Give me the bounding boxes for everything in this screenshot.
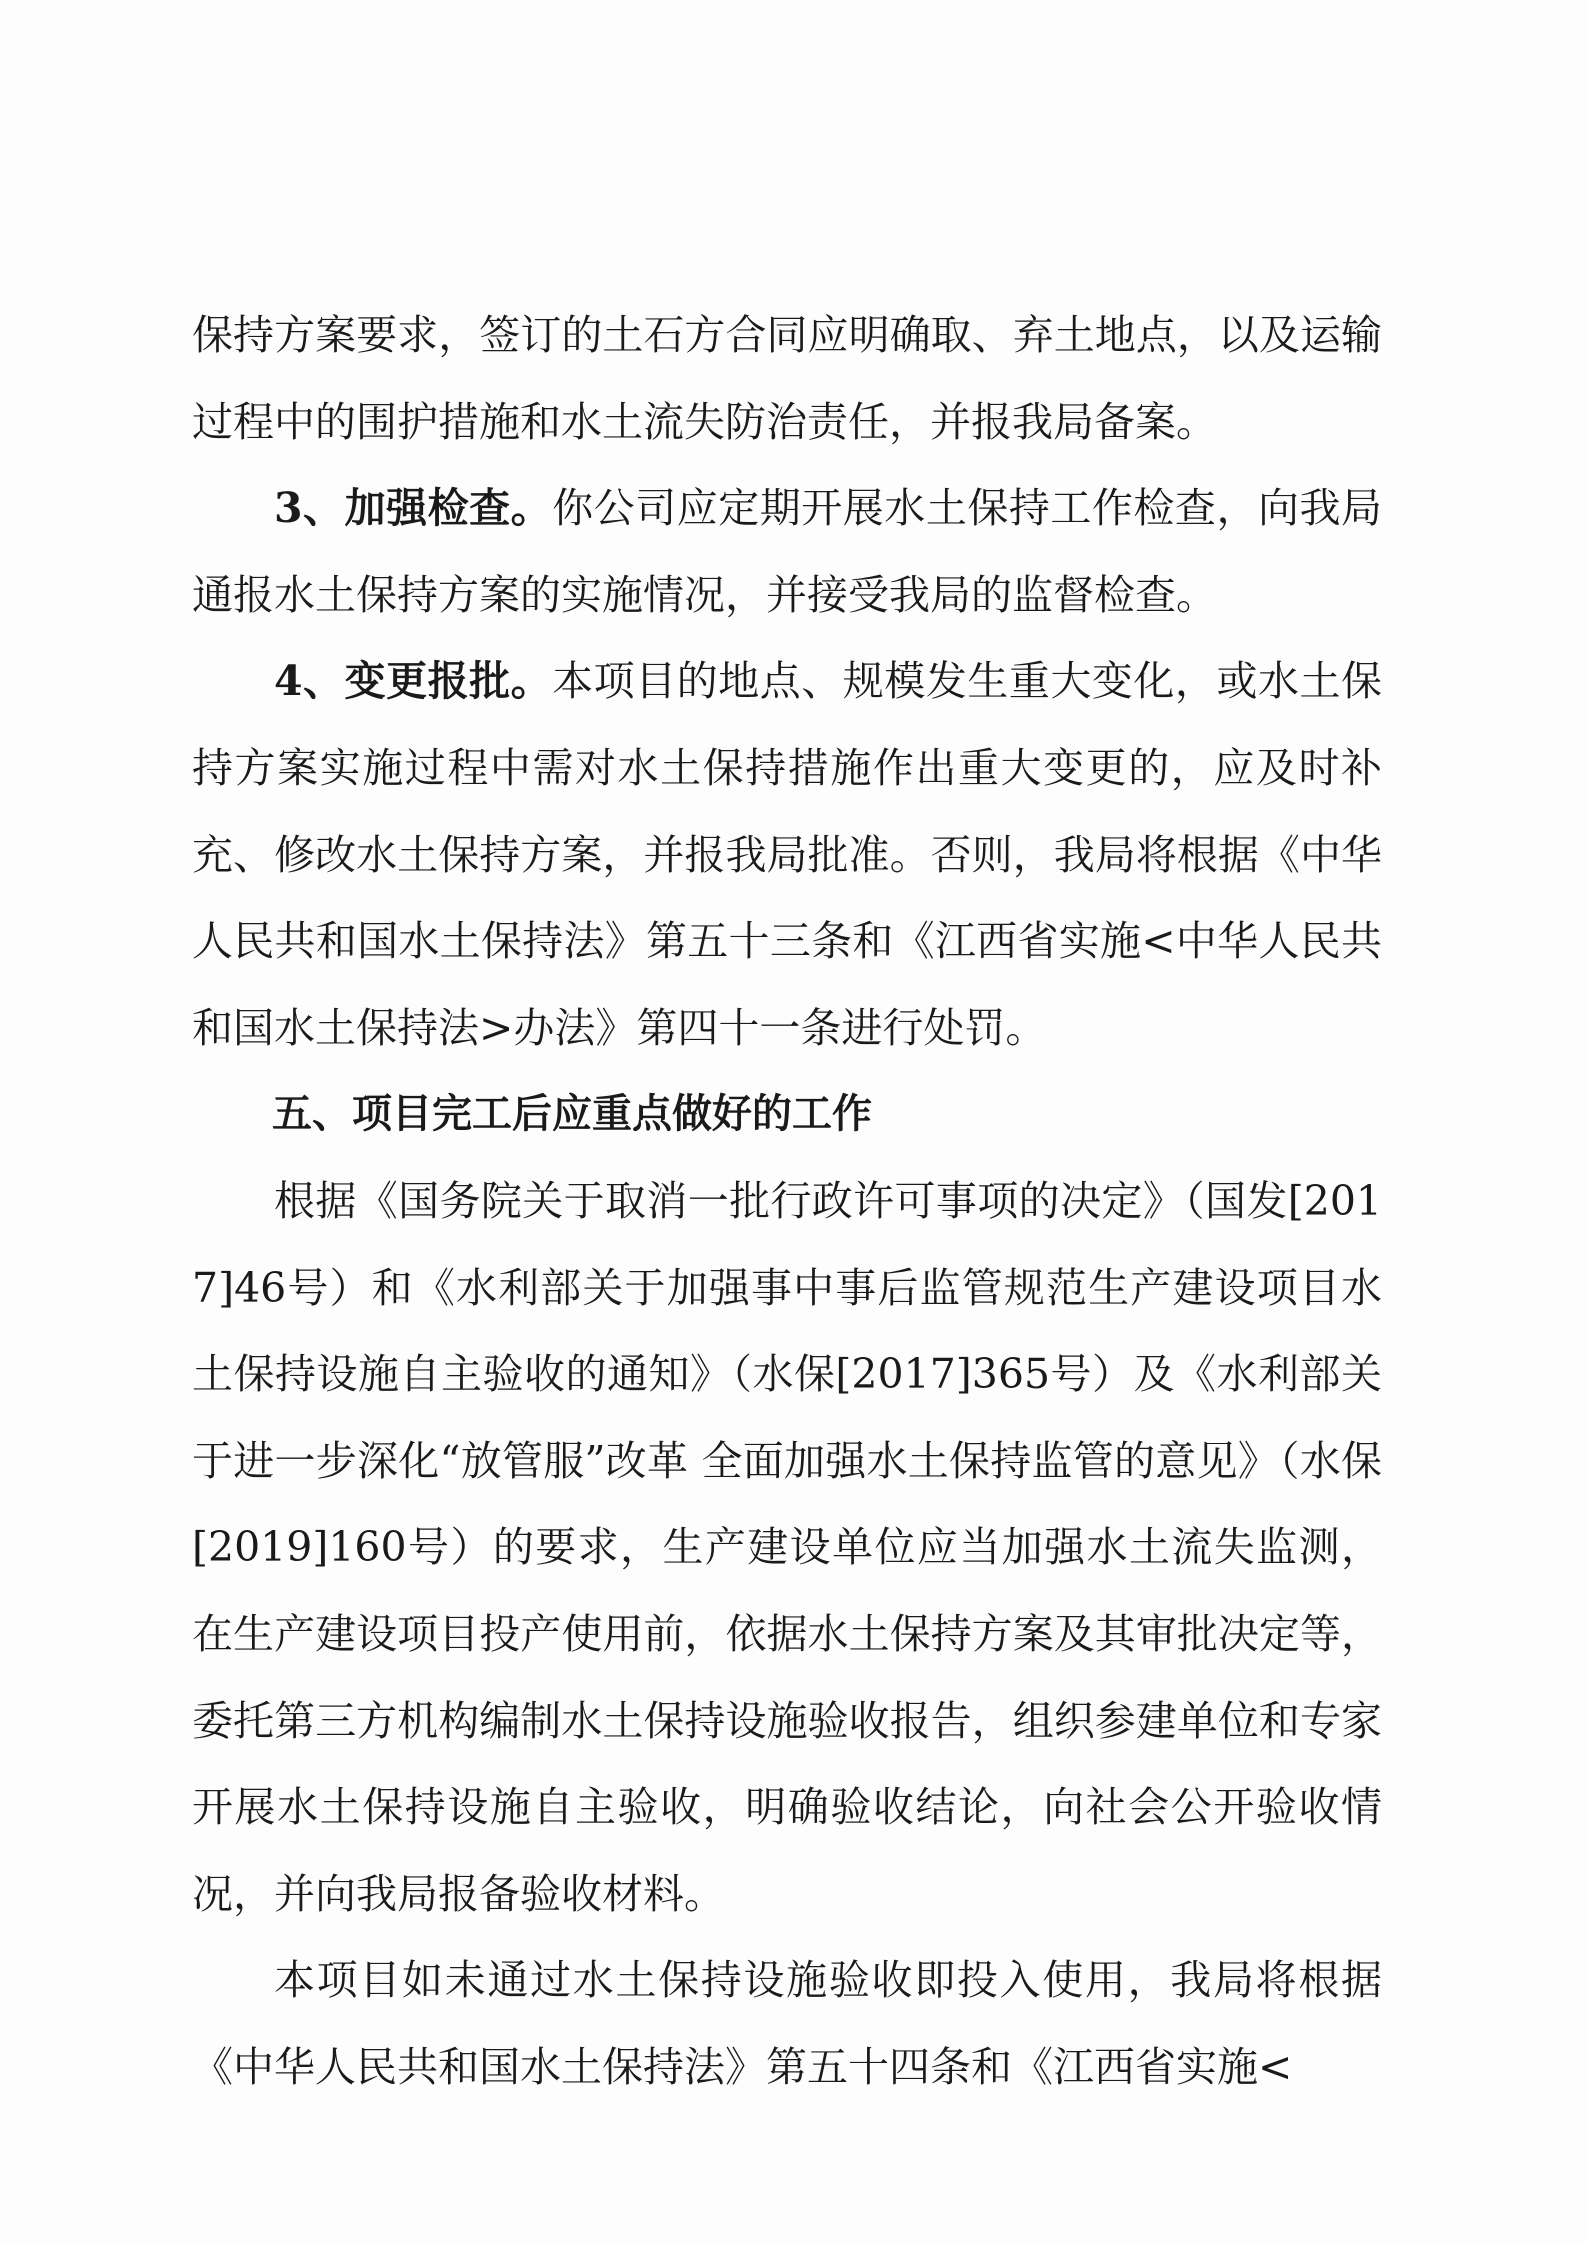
paragraph-penalty: 本项目如未通过水土保持设施验收即投入使用，我局将根据《中华人民共和国水土保持法》第五十四条和《江西省实施<: [192, 1956, 1382, 2091]
paragraph-lead-inspection: 3、加强检查。: [274, 484, 553, 533]
paragraph-strengthen-inspection: [192, 465, 1382, 638]
paragraph-change-approval: [192, 638, 1382, 1071]
document-body: [192, 292, 1382, 2110]
paragraph-completion-requirements: 根据《国务院关于取消一批行政许可事项的决定》（国发[2017]46号）和《水利部关于加强事中事后监管规范生产建设项目水土保持设施自主验收的通知》（水保[2017]365号）及《水利部关于进一步深化“放管服”改革 全面加强水土保持监管的意见》（水保[2019]160号）的要求，生产建设单位应当加强水土流失监测，在生产建设项目投产使用前，依据水土保持方案及其审批决定等，委托第三方机构编制水土保持设施验收报告，组织参建单位和专家开展水土保持设施自主验收，明确验收结论，向社会公开验收情况，并向我局报备验收材料。: [192, 1176, 1382, 1918]
section-five-heading: 五、项目完工后应重点做好的工作: [272, 1091, 872, 1138]
paragraph-body-inspection: 你公司应定期开展水土保持工作检查，向我局通报水土保持方案的实施情况，并接受我局的监督检查。: [192, 484, 1382, 619]
paragraph-lead-change: 4、变更报批。: [274, 657, 553, 706]
paragraph-body-change: 本项目的地点、规模发生重大变化，或水土保持方案实施过程中需对水土保持措施作出重大变更的，应及时补充、修改水土保持方案，并报我局批准。否则，我局将根据《中华人民共和国水土保持法》第五十三条和《江西省实施<中华人民共和国水土保持法>办法》第四十一条进行处罚。: [192, 657, 1382, 1052]
paragraph-continuation: 保持方案要求，签订的土石方合同应明确取、弃土地点，以及运输过程中的围护措施和水土流失防治责任，并报我局备案。: [192, 311, 1382, 446]
